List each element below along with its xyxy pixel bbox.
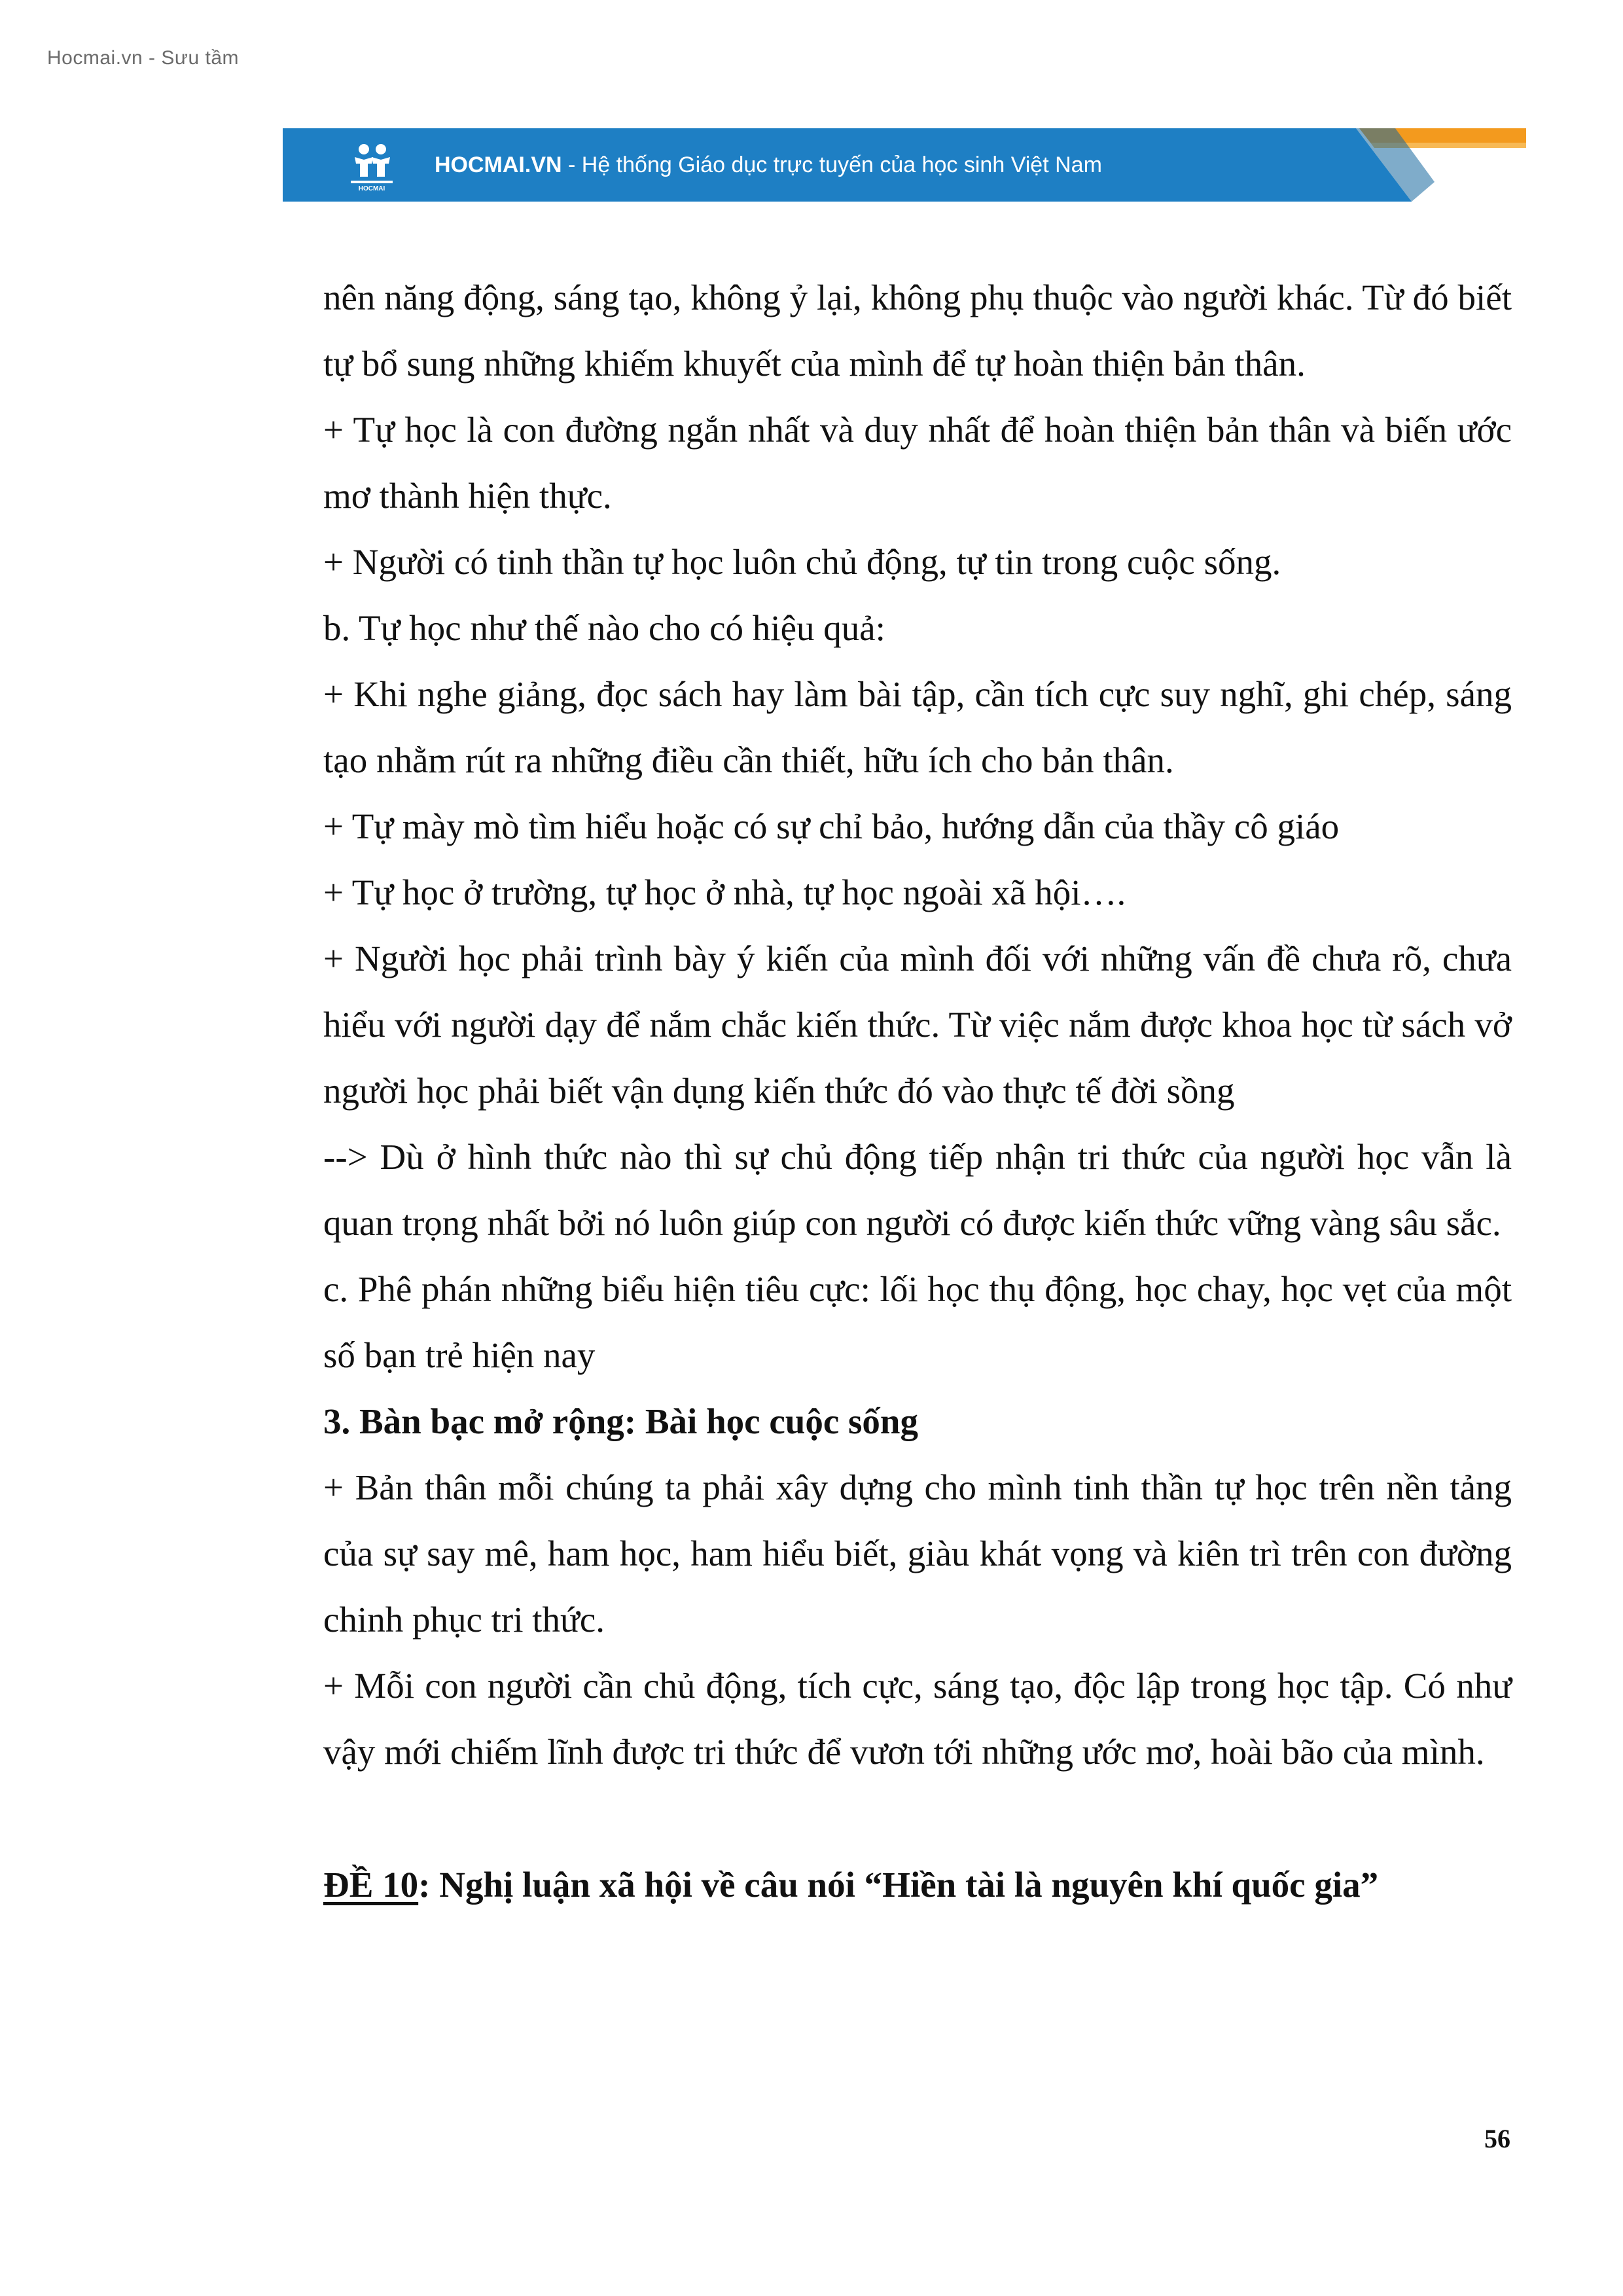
- topic-label: ĐỀ 10: [323, 1865, 419, 1905]
- paragraph: + Người có tinh thần tự học luôn chủ động, tự tin trong cuộc sống.: [323, 542, 1281, 582]
- svg-text:HOCMAI: HOCMAI: [358, 185, 385, 192]
- paragraph: + Người học phải trình bày ý kiến của mình đối với những vấn đề chưa rõ, chưa hiểu với người dạy để nắm chắc kiến thức. Từ việc nắm được khoa học từ sách vở người học phải biết vận dụng kiến thức đó vào thực tế đời sồng: [323, 939, 1512, 1111]
- topic-heading: [323, 1852, 1512, 1918]
- paragraph: --> Dù ở hình thức nào thì sự chủ động tiếp nhận tri thức của người học vẫn là quan trọng nhất bởi nó luôn giúp con người có được kiến thức vững vàng sâu sắc.: [323, 1137, 1512, 1243]
- paragraph: + Bản thân mỗi chúng ta phải xây dựng cho mình tinh thần tự học trên nền tảng của sự say mê, ham học, ham hiểu biết, giàu khát vọng và kiên trì trên con đường chinh phục tri thức.: [323, 1467, 1512, 1640]
- paragraph: + Tự học ở trường, tự học ở nhà, tự học ngoài xã hội….: [323, 872, 1126, 912]
- document-body: [323, 264, 1512, 1918]
- paragraph: + Tự mày mò tìm hiểu hoặc có sự chỉ bảo, hướng dẫn của thầy cô giáo: [323, 806, 1340, 846]
- paragraph: + Tự học là con đường ngắn nhất và duy nhất để hoàn thiện bản thân và biến ước mơ thành hiện thực.: [323, 410, 1512, 516]
- paragraph: c. Phê phán những biểu hiện tiêu cực: lối học thụ động, học chay, học vẹt của một số bạn trẻ hiện nay: [323, 1269, 1512, 1375]
- section-heading: 3. Bàn bạc mở rộng: Bài học cuộc sống: [323, 1401, 918, 1441]
- section-subheading: b. Tự học như thế nào cho có hiệu quả:: [323, 608, 885, 648]
- brand-tagline: - Hệ thống Giáo dục trực tuyến của học sinh Việt Nam: [562, 152, 1102, 177]
- spacer: [323, 1785, 1512, 1852]
- hocmai-logo-icon: [346, 140, 398, 192]
- paragraph: + Khi nghe giảng, đọc sách hay làm bài tập, cần tích cực suy nghĩ, ghi chép, sáng tạo nhằm rút ra những điều cần thiết, hữu ích cho bản thân.: [323, 674, 1512, 780]
- paragraph: + Mỗi con người cần chủ động, tích cực, sáng tạo, độc lập trong học tập. Có như vậy mới chiếm lĩnh được tri thức để vươn tới những ước mơ, hoài bão của mình.: [323, 1666, 1512, 1772]
- topic-title: : Nghị luận xã hội về câu nói “Hiền tài là nguyên khí quốc gia”: [418, 1865, 1379, 1905]
- brand-name: HOCMAI.VN: [435, 152, 562, 177]
- paragraph: nên năng động, sáng tạo, không ỷ lại, không phụ thuộc vào người khác. Từ đó biết tự bổ sung những khiếm khuyết của mình để tự hoàn thiện bản thân.: [323, 278, 1512, 384]
- page-number: 56: [1484, 2124, 1510, 2153]
- header-banner: [283, 128, 1526, 202]
- source-note: Hocmai.vn - Sưu tầm: [47, 47, 239, 69]
- banner-title: [435, 128, 1102, 202]
